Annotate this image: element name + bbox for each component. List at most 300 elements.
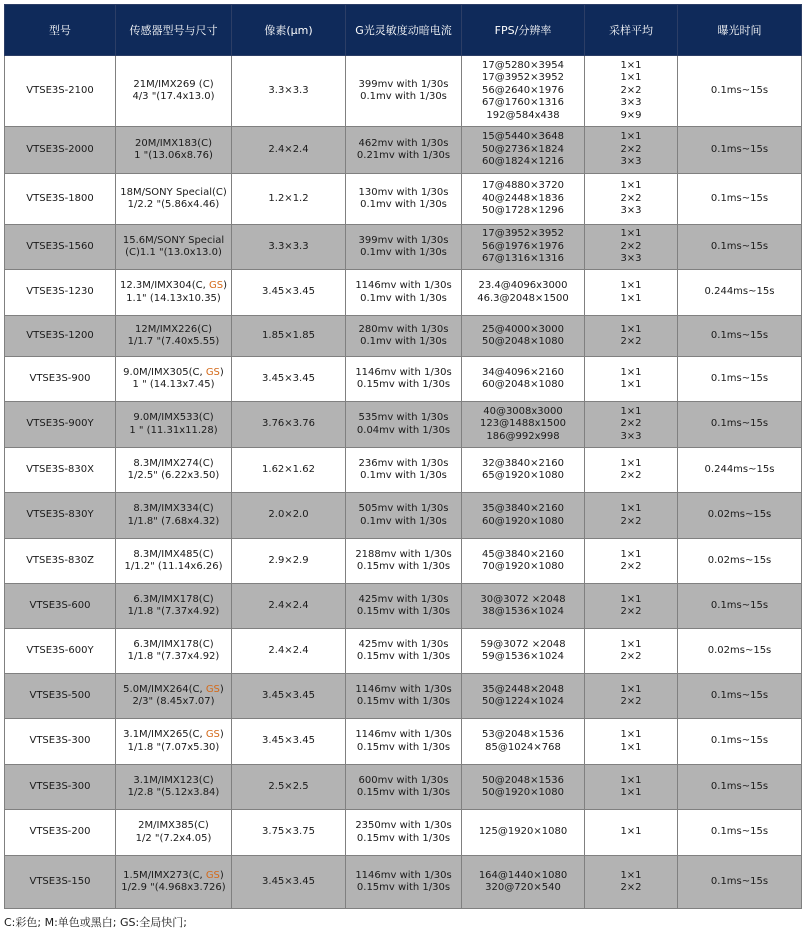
fps-resolution-cell <box>462 316 585 357</box>
binning-value: 1×1 <box>620 457 642 469</box>
sensitivity-value: 535mv with 1/30s <box>358 412 449 423</box>
sensor-name: 12M/IMX226(C) <box>134 323 213 335</box>
fps-resolution-value: 85@1024×768 <box>485 741 561 753</box>
dark-current-value: 0.15mv with 1/30s <box>356 696 451 707</box>
sensor-name: 12.3M/IMX304(C, <box>119 280 209 291</box>
dark-current-cell <box>346 448 462 493</box>
sensor-name: 6.3M/IMX178(C) <box>133 638 214 650</box>
fps-resolution-value: 46.3@2048×1500 <box>477 292 569 304</box>
table-row <box>5 357 802 402</box>
sensor-line <box>118 458 229 471</box>
fps-resolution-value: 50@2736×1824 <box>481 143 564 155</box>
dark-current-value: 0.15mv with 1/30s <box>356 379 451 390</box>
sensor-cell <box>116 225 232 270</box>
dark-current-cell <box>346 719 462 765</box>
sensor-size: 1/2.2 "(5.86x4.46) <box>127 199 220 210</box>
fps-resolution-value: 45@3840×2160 <box>481 548 564 560</box>
sensor-name: 6.3M/IMX178(C) <box>133 593 214 605</box>
exposure-cell: 0.244ms~15s <box>678 448 802 493</box>
fps-resolution-cell <box>462 810 585 856</box>
binning-value: 2×2 <box>620 882 642 893</box>
exposure-cell: 0.1ms~15s <box>678 402 802 448</box>
sensitivity-value: 399mv with 1/30s <box>358 234 449 246</box>
fps-resolution-value: 40@3008x3000 <box>483 405 563 417</box>
fps-resolution-value: 50@1920×1080 <box>481 787 564 798</box>
binning-value: 3×3 <box>620 97 642 109</box>
fps-resolution-value: 50@2048×1536 <box>481 774 564 786</box>
sensor-size: 4/3 "(17.4x13.0) <box>132 91 215 102</box>
fps-resolution-cell <box>462 448 585 493</box>
fps-resolution-value: 59@3072 ×2048 <box>480 638 566 650</box>
header-sensor: 传感器型号与尺寸 <box>116 5 232 56</box>
model-cell: VTSE3S-300 <box>5 719 116 765</box>
dark-current-value: 0.15mv with 1/30s <box>356 651 451 662</box>
fps-resolution-cell <box>462 856 585 909</box>
pixel-size-cell: 3.3×3.3 <box>232 225 346 270</box>
binning-value: 2×2 <box>620 561 642 572</box>
model-cell: VTSE3S-2100 <box>5 56 116 127</box>
fps-resolution-value: 56@2640×1976 <box>481 84 564 96</box>
binning-value: 1×1 <box>620 741 642 753</box>
binning-value: 1×1 <box>620 228 642 240</box>
dark-current-cell <box>346 674 462 719</box>
fps-resolution-cell <box>462 629 585 674</box>
model-cell: VTSE3S-2000 <box>5 127 116 174</box>
fps-resolution-cell <box>462 674 585 719</box>
model-cell: VTSE3S-500 <box>5 674 116 719</box>
binning-cell <box>585 674 678 719</box>
dark-current-value: 0.15mv with 1/30s <box>356 787 451 798</box>
table-row <box>5 629 802 674</box>
sensor-name-end: ) <box>219 869 224 881</box>
binning-value: 1×1 <box>620 869 642 881</box>
sensor-line <box>118 684 229 697</box>
fps-resolution-value: 56@1976×1976 <box>481 240 564 252</box>
table-row <box>5 856 802 909</box>
fps-resolution-value: 164@1440×1080 <box>478 869 568 881</box>
sensor-line <box>118 594 229 607</box>
dark-current-value: 0.15mv with 1/30s <box>356 882 451 893</box>
model-cell: VTSE3S-600 <box>5 584 116 629</box>
sensor-size: 1/2 "(7.2x4.05) <box>135 832 212 844</box>
global-shutter-tag: GS <box>205 683 220 695</box>
pixel-size-cell: 2.4×2.4 <box>232 629 346 674</box>
dark-current-value: 0.1mv with 1/30s <box>360 91 447 102</box>
exposure-cell: 0.1ms~15s <box>678 225 802 270</box>
model-cell: VTSE3S-830X <box>5 448 116 493</box>
sensitivity-value: 1146mv with 1/30s <box>355 869 452 881</box>
binning-value: 1×1 <box>620 548 642 560</box>
model-cell: VTSE3S-1560 <box>5 225 116 270</box>
sensitivity-value: 425mv with 1/30s <box>358 593 449 605</box>
sensor-line <box>118 549 229 562</box>
dark-current-value: 0.15mv with 1/30s <box>356 741 451 753</box>
global-shutter-tag: GS <box>205 729 220 740</box>
sensitivity-value: 425mv with 1/30s <box>358 638 449 650</box>
binning-value: 1×1 <box>620 180 642 192</box>
exposure-cell: 0.1ms~15s <box>678 174 802 225</box>
fps-resolution-value: 60@1920×1080 <box>481 515 564 527</box>
fps-resolution-value: 38@1536×1024 <box>481 606 564 617</box>
binning-cell <box>585 357 678 402</box>
binning-cell <box>585 270 678 316</box>
pixel-size-cell: 3.45×3.45 <box>232 856 346 909</box>
sensor-cell <box>116 584 232 629</box>
sensitivity-value: 505mv with 1/30s <box>358 503 449 514</box>
table-row <box>5 493 802 539</box>
binning-value: 1×1 <box>620 503 642 514</box>
header-model: 型号 <box>5 5 116 56</box>
sensor-line <box>118 503 229 516</box>
sensor-size: 1/1.8 "(7.07x5.30) <box>127 741 220 753</box>
sensor-line <box>118 324 229 337</box>
sensor-cell <box>116 174 232 225</box>
sensitivity-value: 236mv with 1/30s <box>358 457 449 469</box>
fps-resolution-value: 23.4@4096x3000 <box>478 280 568 291</box>
sensor-line <box>118 639 229 652</box>
fps-resolution-cell <box>462 225 585 270</box>
model-cell: VTSE3S-830Z <box>5 539 116 584</box>
pixel-size-cell: 2.9×2.9 <box>232 539 346 584</box>
fps-resolution-value: 59@1536×1024 <box>481 651 564 662</box>
dark-current-cell <box>346 765 462 810</box>
binning-cell <box>585 493 678 539</box>
binning-cell <box>585 810 678 856</box>
exposure-cell: 0.1ms~15s <box>678 127 802 174</box>
fps-resolution-value: 320@720×540 <box>485 882 561 893</box>
binning-value: 1×1 <box>620 280 642 291</box>
sensor-cell <box>116 448 232 493</box>
binning-value: 2×2 <box>620 651 642 662</box>
model-cell: VTSE3S-150 <box>5 856 116 909</box>
binning-value: 2×2 <box>620 696 642 707</box>
fps-resolution-value: 50@1728×1296 <box>481 205 564 217</box>
pixel-size-cell: 3.45×3.45 <box>232 674 346 719</box>
pixel-size-cell: 3.45×3.45 <box>232 357 346 402</box>
sensor-line <box>118 775 229 788</box>
sensor-size: 1/1.8 "(7.37x4.92) <box>127 606 220 617</box>
sensor-cell <box>116 629 232 674</box>
pixel-size-cell: 2.4×2.4 <box>232 584 346 629</box>
sensor-name-end: ) <box>223 280 228 291</box>
sensitivity-value: 2350mv with 1/30s <box>355 820 452 831</box>
fps-resolution-value: 186@992x998 <box>486 430 560 442</box>
fps-resolution-cell <box>462 174 585 225</box>
fps-resolution-cell <box>462 56 585 127</box>
binning-cell <box>585 584 678 629</box>
binning-value: 1×1 <box>620 729 642 740</box>
binning-value: 1×1 <box>620 826 642 838</box>
table-row <box>5 810 802 856</box>
sensor-size: 1/1.7 "(7.40x5.55) <box>127 336 220 347</box>
dark-current-cell <box>346 270 462 316</box>
binning-cell <box>585 56 678 127</box>
binning-cell <box>585 539 678 584</box>
binning-value: 9×9 <box>620 109 642 121</box>
binning-cell <box>585 316 678 357</box>
dark-current-cell <box>346 856 462 909</box>
binning-value: 2×2 <box>620 418 642 430</box>
binning-cell <box>585 719 678 765</box>
sensitivity-value: 280mv with 1/30s <box>358 323 449 335</box>
pixel-size-cell: 3.3×3.3 <box>232 56 346 127</box>
fps-resolution-value: 30@3072 ×2048 <box>480 593 566 605</box>
dark-current-value: 0.1mv with 1/30s <box>360 199 447 210</box>
table-row <box>5 674 802 719</box>
fps-resolution-value: 34@4096×2160 <box>481 366 564 378</box>
sensor-line <box>118 79 229 92</box>
exposure-cell: 0.1ms~15s <box>678 765 802 810</box>
model-cell: VTSE3S-1230 <box>5 270 116 316</box>
table-header-row <box>5 5 802 56</box>
model-cell: VTSE3S-1800 <box>5 174 116 225</box>
dark-current-cell <box>346 316 462 357</box>
dark-current-value: 0.1mv with 1/30s <box>360 247 447 258</box>
fps-resolution-value: 17@5280×3954 <box>481 59 564 71</box>
sensor-size: 1/1.8" (7.68x4.32) <box>127 515 220 527</box>
model-cell: VTSE3S-200 <box>5 810 116 856</box>
binning-cell <box>585 402 678 448</box>
table-row <box>5 448 802 493</box>
sensor-name: 8.3M/IMX274(C) <box>133 457 214 469</box>
fps-resolution-value: 40@2448×1836 <box>481 192 564 204</box>
sensor-size: 1/2.8 "(5.12x3.84) <box>127 787 220 798</box>
dark-current-cell <box>346 493 462 539</box>
header-binning: 采样平均 <box>585 5 678 56</box>
binning-value: 1×1 <box>620 787 642 798</box>
sensitivity-value: 130mv with 1/30s <box>358 186 449 198</box>
model-cell: VTSE3S-900Y <box>5 402 116 448</box>
sensor-name: 2M/IMX385(C) <box>138 820 209 831</box>
model-cell: VTSE3S-830Y <box>5 493 116 539</box>
table-row <box>5 174 802 225</box>
fps-resolution-cell <box>462 270 585 316</box>
fps-resolution-value: 60@2048×1080 <box>481 379 564 390</box>
sensitivity-value: 1146mv with 1/30s <box>355 729 452 740</box>
model-cell: VTSE3S-300 <box>5 765 116 810</box>
fps-resolution-value: 50@1224×1024 <box>481 696 564 707</box>
exposure-cell: 0.244ms~15s <box>678 270 802 316</box>
fps-resolution-value: 53@2048×1536 <box>481 729 564 740</box>
sensor-cell <box>116 127 232 174</box>
exposure-cell: 0.1ms~15s <box>678 56 802 127</box>
sensitivity-value: 1146mv with 1/30s <box>355 280 452 291</box>
binning-value: 2×2 <box>620 515 642 527</box>
sensor-line <box>118 187 229 200</box>
binning-value: 2×2 <box>620 470 642 481</box>
pixel-size-cell: 1.2×1.2 <box>232 174 346 225</box>
binning-value: 3×3 <box>620 205 642 217</box>
fps-resolution-value: 67@1760×1316 <box>481 97 564 109</box>
sensor-line <box>118 138 229 151</box>
global-shutter-tag: GS <box>205 366 220 378</box>
sensor-size: 1 " (14.13x7.45) <box>132 379 215 390</box>
binning-value: 2×2 <box>620 336 642 347</box>
fps-resolution-cell <box>462 127 585 174</box>
binning-value: 2×2 <box>620 192 642 204</box>
sensor-name: 9.0M/IMX305(C, <box>123 366 206 378</box>
pixel-size-cell: 2.5×2.5 <box>232 765 346 810</box>
exposure-cell: 0.02ms~15s <box>678 493 802 539</box>
sensor-name-end: ) <box>219 366 224 378</box>
sensor-size: 1/2.9 "(4.968x3.726) <box>121 882 226 893</box>
table-row <box>5 316 802 357</box>
binning-value: 3×3 <box>620 156 642 168</box>
fps-resolution-value: 125@1920×1080 <box>478 826 568 838</box>
exposure-cell: 0.1ms~15s <box>678 810 802 856</box>
sensor-line <box>118 412 229 425</box>
binning-cell <box>585 856 678 909</box>
dark-current-value: 0.1mv with 1/30s <box>360 292 447 304</box>
sensor-name-end: ) <box>219 729 224 740</box>
fps-resolution-cell <box>462 584 585 629</box>
global-shutter-tag: GS <box>205 869 220 881</box>
table-row <box>5 584 802 629</box>
dark-current-cell <box>346 56 462 127</box>
footnote-legend: C:彩色; M:单色或黑白; GS:全局快门; <box>4 916 187 929</box>
fps-resolution-value: 192@584x438 <box>486 109 560 121</box>
binning-value: 1×1 <box>620 593 642 605</box>
sensitivity-value: 1146mv with 1/30s <box>355 683 452 695</box>
sensor-name: 3.1M/IMX123(C) <box>133 774 214 786</box>
sensor-line <box>118 367 229 380</box>
dark-current-cell <box>346 127 462 174</box>
camera-spec-table <box>4 4 802 909</box>
dark-current-value: 0.1mv with 1/30s <box>360 336 447 347</box>
dark-current-value: 0.21mv with 1/30s <box>356 150 451 161</box>
binning-value: 1×1 <box>620 131 642 143</box>
sensor-cell <box>116 316 232 357</box>
sensor-cell <box>116 810 232 856</box>
sensor-name: 20M/IMX183(C) <box>134 137 213 149</box>
binning-value: 1×1 <box>620 292 642 304</box>
sensor-cell <box>116 270 232 316</box>
binning-value: 1×1 <box>620 774 642 786</box>
sensor-name: 9.0M/IMX533(C) <box>133 412 214 423</box>
header-fps-resolution: FPS/分辨率 <box>462 5 585 56</box>
table-row <box>5 225 802 270</box>
model-cell: VTSE3S-900 <box>5 357 116 402</box>
sensitivity-value: 1146mv with 1/30s <box>355 366 452 378</box>
sensor-cell <box>116 357 232 402</box>
dark-current-cell <box>346 225 462 270</box>
sensor-cell <box>116 402 232 448</box>
binning-value: 1×1 <box>620 59 642 71</box>
table-row <box>5 402 802 448</box>
fps-resolution-cell <box>462 539 585 584</box>
fps-resolution-value: 35@2448×2048 <box>481 683 564 695</box>
sensor-size: 1/1.8 "(7.37x4.92) <box>127 651 220 662</box>
fps-resolution-value: 17@4880×3720 <box>481 180 564 192</box>
sensor-cell <box>116 493 232 539</box>
sensor-name: 3.1M/IMX265(C, <box>123 729 206 740</box>
table-row <box>5 765 802 810</box>
pixel-size-cell: 1.85×1.85 <box>232 316 346 357</box>
fps-resolution-value: 67@1316×1316 <box>481 253 564 265</box>
table-body <box>5 56 802 909</box>
binning-cell <box>585 765 678 810</box>
fps-resolution-value: 60@1824×1216 <box>481 156 564 168</box>
dark-current-value: 0.15mv with 1/30s <box>356 832 451 844</box>
binning-cell <box>585 448 678 493</box>
sensor-name: 15.6M/SONY Special <box>122 234 225 246</box>
sensor-line <box>118 820 229 833</box>
sensor-size: (C)1.1 "(13.0x13.0) <box>125 247 222 258</box>
exposure-cell: 0.1ms~15s <box>678 584 802 629</box>
exposure-cell: 0.1ms~15s <box>678 856 802 909</box>
binning-value: 1×1 <box>620 379 642 390</box>
dark-current-cell <box>346 584 462 629</box>
header-dark-current: G光灵敏度动暗电流 <box>346 5 462 56</box>
sensor-cell <box>116 719 232 765</box>
binning-value: 1×1 <box>620 72 642 84</box>
fps-resolution-value: 65@1920×1080 <box>481 470 564 481</box>
binning-value: 3×3 <box>620 253 642 265</box>
sensor-name-end: ) <box>219 683 224 695</box>
pixel-size-cell: 1.62×1.62 <box>232 448 346 493</box>
fps-resolution-value: 17@3952×3952 <box>481 228 564 240</box>
table-row <box>5 270 802 316</box>
sensor-size: 2/3" (8.45x7.07) <box>132 696 215 707</box>
dark-current-cell <box>346 174 462 225</box>
header-pixel: 像素(μm) <box>232 5 346 56</box>
fps-resolution-value: 25@4000×3000 <box>481 323 564 335</box>
sensor-cell <box>116 856 232 909</box>
sensor-size: 1/2.5" (6.22x3.50) <box>127 470 220 481</box>
sensitivity-value: 399mv with 1/30s <box>358 78 449 90</box>
pixel-size-cell: 2.4×2.4 <box>232 127 346 174</box>
fps-resolution-cell <box>462 719 585 765</box>
fps-resolution-value: 32@3840×2160 <box>481 457 564 469</box>
sensor-line <box>118 280 229 293</box>
exposure-cell: 0.1ms~15s <box>678 357 802 402</box>
pixel-size-cell: 3.76×3.76 <box>232 402 346 448</box>
dark-current-value: 0.15mv with 1/30s <box>356 561 451 572</box>
fps-resolution-cell <box>462 357 585 402</box>
dark-current-cell <box>346 810 462 856</box>
sensor-line <box>118 729 229 742</box>
binning-value: 1×1 <box>620 323 642 335</box>
binning-value: 1×1 <box>620 638 642 650</box>
exposure-cell: 0.02ms~15s <box>678 539 802 584</box>
sensor-name: 1.5M/IMX273(C, <box>123 869 206 881</box>
sensor-size: 1 " (11.31x11.28) <box>129 424 218 436</box>
fps-resolution-value: 35@3840×2160 <box>481 503 564 514</box>
fps-resolution-value: 17@3952×3952 <box>481 72 564 84</box>
binning-cell <box>585 225 678 270</box>
sensor-name: 8.3M/IMX485(C) <box>133 548 214 560</box>
sensor-name: 8.3M/IMX334(C) <box>133 503 214 514</box>
pixel-size-cell: 2.0×2.0 <box>232 493 346 539</box>
sensor-cell <box>116 56 232 127</box>
header-exposure: 曝光时间 <box>678 5 802 56</box>
fps-resolution-value: 50@2048×1080 <box>481 336 564 347</box>
dark-current-cell <box>346 539 462 584</box>
table-row <box>5 539 802 584</box>
exposure-cell: 0.1ms~15s <box>678 719 802 765</box>
binning-value: 2×2 <box>620 606 642 617</box>
binning-value: 2×2 <box>620 143 642 155</box>
sensor-size: 1 "(13.06x8.76) <box>134 150 213 161</box>
sensor-size: 1/1.2" (11.14x6.26) <box>124 561 223 572</box>
sensor-cell <box>116 674 232 719</box>
table-row <box>5 719 802 765</box>
sensor-name: 21M/IMX269 (C) <box>133 78 214 90</box>
fps-resolution-cell <box>462 765 585 810</box>
dark-current-cell <box>346 629 462 674</box>
binning-value: 2×2 <box>620 84 642 96</box>
sensor-line <box>118 870 229 883</box>
